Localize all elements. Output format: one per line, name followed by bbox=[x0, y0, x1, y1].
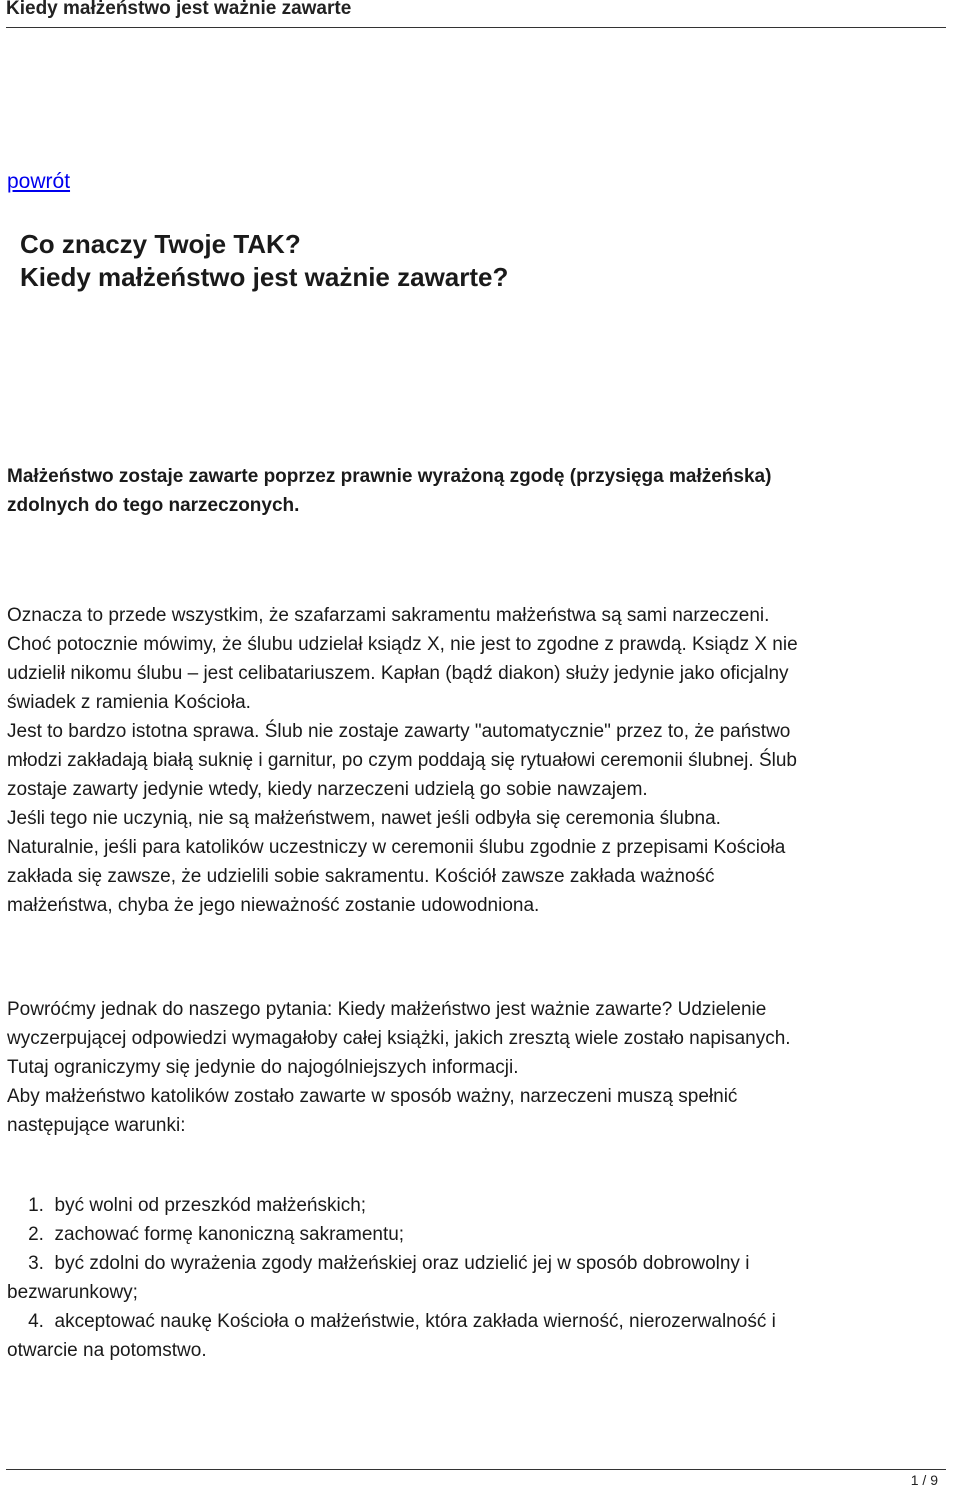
document-header-title: Kiedy małżeństwo jest ważnie zawarte bbox=[6, 0, 352, 19]
heading-line-2: Kiedy małżeństwo jest ważnie zawarte? bbox=[20, 262, 509, 292]
intro-paragraph bbox=[7, 462, 771, 520]
list-item: 3. być zdolni do wyrażenia zgody małżeńskiej oraz udzielić jej w sposób dobrowolny i bbox=[7, 1253, 750, 1274]
paragraph-line: Małżeństwo zostaje zawarte poprzez prawnie wyrażoną zgodę (przysięga małżeńska) bbox=[7, 466, 772, 487]
paragraph-line: Jeśli tego nie uczynią, nie są małżeństwem, nawet jeśli odbyła się ceremonia ślubna. bbox=[7, 808, 721, 829]
conditions-list bbox=[7, 1191, 776, 1365]
paragraph-line: Choć potocznie mówimy, że ślubu udzielał ksiądz X, nie jest to zgodne z prawdą. Ksiądz X nie bbox=[7, 634, 798, 655]
paragraph-line: Powróćmy jednak do naszego pytania: Kiedy małżeństwo jest ważnie zawarte? Udzielenie bbox=[7, 999, 767, 1020]
body-paragraph-2 bbox=[7, 995, 791, 1140]
body-paragraph-1 bbox=[7, 601, 798, 920]
paragraph-line: zakłada się zawsze, że udzielili sobie sakramentu. Kościół zawsze zakłada ważność bbox=[7, 866, 715, 887]
paragraph-line: zdolnych do tego narzeczonych. bbox=[7, 495, 300, 516]
paragraph-line: następujące warunki: bbox=[7, 1115, 186, 1136]
paragraph-line: Tutaj ograniczymy się jedynie do najogólniejszych informacji. bbox=[7, 1057, 519, 1078]
back-link[interactable]: powrót bbox=[7, 170, 71, 193]
list-item-continuation: bezwarunkowy; bbox=[7, 1282, 138, 1303]
heading-line-1: Co znaczy Twoje TAK? bbox=[20, 229, 301, 259]
article-heading bbox=[20, 228, 508, 294]
list-item-continuation: otwarcie na potomstwo. bbox=[7, 1340, 207, 1361]
paragraph-line: udzielił nikomu ślubu – jest celibatariuszem. Kapłan (bądź diakon) służy jedynie jako oficjalny bbox=[7, 663, 789, 684]
paragraph-line: wyczerpującej odpowiedzi wymagałoby całej książki, jakich zresztą wiele zostało napisanych. bbox=[7, 1028, 791, 1049]
footer-divider bbox=[6, 1469, 946, 1470]
list-item: 4. akceptować naukę Kościoła o małżeństwie, która zakłada wierność, nierozerwalność i bbox=[7, 1311, 776, 1332]
paragraph-line: małżeństwa, chyba że jego nieważność zostanie udowodniona. bbox=[7, 895, 540, 916]
paragraph-line: Oznacza to przede wszystkim, że szafarzami sakramentu małżeństwa są sami narzeczeni. bbox=[7, 605, 770, 626]
header-divider bbox=[6, 27, 946, 28]
list-item: 2. zachować formę kanoniczną sakramentu; bbox=[7, 1224, 405, 1245]
paragraph-line: młodzi zakładają białą suknię i garnitur, po czym poddają się rytuałowi ceremonii ślubnej. Ślub bbox=[7, 750, 797, 771]
paragraph-line: Jest to bardzo istotna sprawa. Ślub nie zostaje zawarty "automatycznie" przez to, że państwo bbox=[7, 721, 791, 742]
paragraph-line: Naturalnie, jeśli para katolików uczestniczy w ceremonii ślubu zgodnie z przepisami Kościoła bbox=[7, 837, 786, 858]
list-item: 1. być wolni od przeszkód małżeńskich; bbox=[7, 1195, 367, 1216]
paragraph-line: zostaje zawarty jedynie wtedy, kiedy narzeczeni udzielą go sobie nawzajem. bbox=[7, 779, 648, 800]
page-number: 1 / 9 bbox=[910, 1472, 938, 1488]
paragraph-line: Aby małżeństwo katolików zostało zawarte w sposób ważny, narzeczeni muszą spełnić bbox=[7, 1086, 738, 1107]
paragraph-line: świadek z ramienia Kościoła. bbox=[7, 692, 251, 713]
